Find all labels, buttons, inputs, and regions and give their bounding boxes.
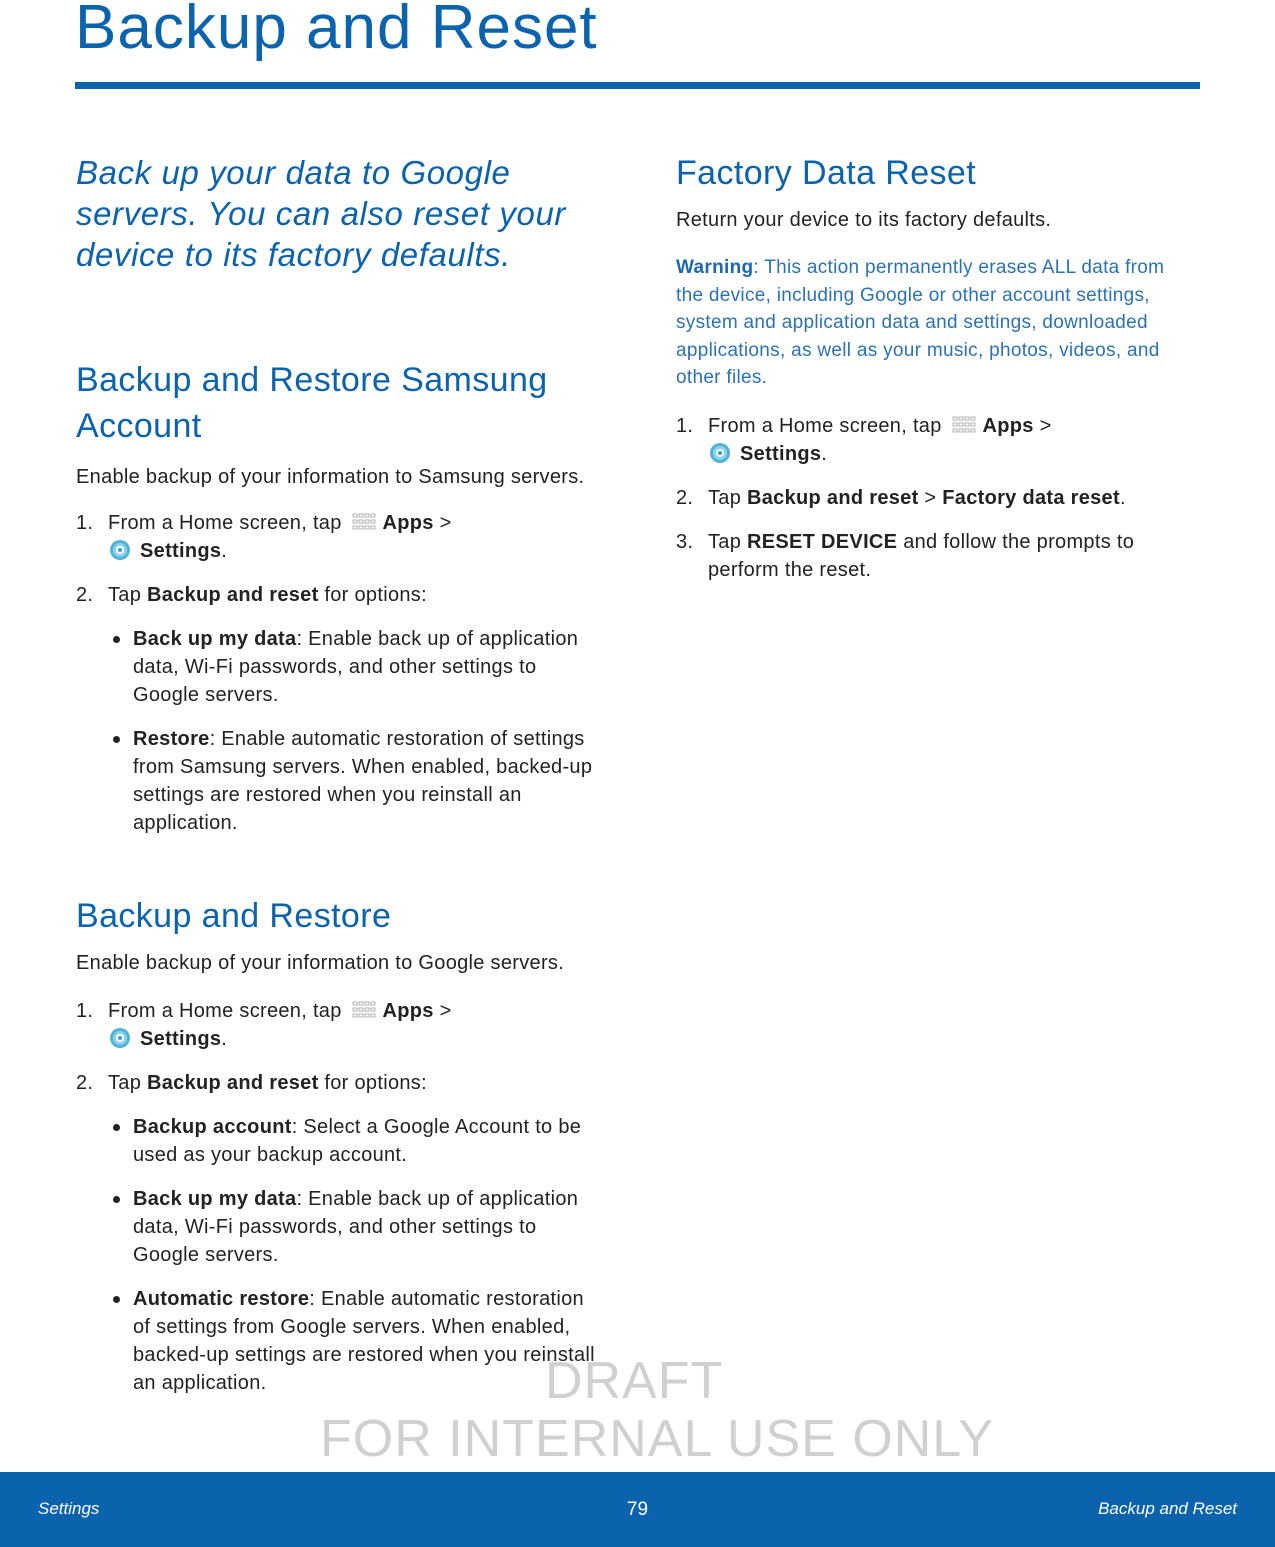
factory-reset-heading: Factory Data Reset <box>676 154 977 192</box>
samsung-steps <box>76 509 596 609</box>
apps-label: Apps <box>382 1000 434 1022</box>
apps-icon <box>351 1001 379 1019</box>
settings-gear-icon <box>108 538 132 562</box>
google-backup-heading: Backup and Restore <box>76 897 392 935</box>
apps-label: Apps <box>982 414 1034 437</box>
factory-step-1: 1. From a Home screen, tap Apps > Settings. <box>676 414 1052 465</box>
settings-label: Settings <box>140 1028 222 1050</box>
settings-gear-icon <box>708 441 732 465</box>
google-options-list <box>76 1113 596 1397</box>
samsung-step-2: 2. Tap Backup and reset for options: <box>76 584 427 606</box>
google-description: Enable backup of your information to Google servers. <box>76 952 565 974</box>
footer-chapter: Settings <box>38 1499 100 1518</box>
samsung-step-1: 1. From a Home screen, tap Apps > Settings. <box>76 512 452 562</box>
google-step-2: 2. Tap Backup and reset for options: <box>76 1072 427 1094</box>
factory-step-3: 3. Tap RESET DEVICE and follow the prompts to perform the reset. <box>676 530 1135 581</box>
title-divider <box>75 82 1200 89</box>
watermark-line-1: DRAFT <box>545 1352 724 1410</box>
settings-gear-icon <box>108 1026 132 1050</box>
google-steps <box>76 997 596 1097</box>
factory-reset-description: Return your device to its factory defaults. <box>676 209 1052 231</box>
list-item: Automatic restore: Enable automatic restoration of settings from Google servers. When enabled, backed-up settings are restored when you reinstall an application. <box>76 1285 596 1397</box>
right-column <box>676 150 1186 584</box>
page-footer <box>0 1472 1275 1547</box>
apps-icon <box>351 513 379 531</box>
footer-section: Backup and Reset <box>1098 1499 1237 1518</box>
apps-icon <box>951 416 979 434</box>
left-column <box>76 150 596 1397</box>
google-step-1: 1. From a Home screen, tap Apps > Settings. <box>76 1000 452 1050</box>
samsung-heading-line2: Account <box>76 407 202 445</box>
list-item: Backup account: Select a Google Account to be used as your backup account. <box>76 1113 596 1169</box>
list-item: Restore: Enable automatic restoration of settings from Samsung servers. When enabled, backed-up settings are restored when you reinstall an application. <box>76 725 596 837</box>
list-item: Back up my data: Enable back up of application data, Wi-Fi passwords, and other settings to Google servers. <box>76 1185 596 1269</box>
samsung-description: Enable backup of your information to Samsung servers. <box>76 466 585 488</box>
intro-text: Back up your data to Google servers. You can also reset your device to its factory defaults. <box>76 154 566 273</box>
samsung-backup-heading <box>76 357 596 449</box>
warning-label: Warning <box>676 257 754 278</box>
page-number: 79 <box>626 1499 649 1520</box>
factory-reset-steps <box>676 412 1186 584</box>
apps-label: Apps <box>382 512 434 534</box>
samsung-heading-line1: Backup and Restore Samsung <box>76 361 548 399</box>
warning-note: Warning: This action permanently erases ALL data from the device, including Google or other account settings, system and application data and settings, downloaded applications, as well as your music, photos, videos, and other files. <box>676 257 1165 388</box>
list-item: Back up my data: Enable back up of application data, Wi-Fi passwords, and other settings to Google servers. <box>76 625 596 709</box>
settings-label: Settings <box>740 442 822 465</box>
samsung-options-list <box>76 625 596 837</box>
page-title: Backup and Reset <box>75 0 598 62</box>
watermark-line-2: FOR INTERNAL USE ONLY <box>320 1410 994 1468</box>
settings-label: Settings <box>140 540 222 562</box>
factory-step-2: 2. Tap Backup and reset > Factory data reset. <box>676 486 1126 509</box>
